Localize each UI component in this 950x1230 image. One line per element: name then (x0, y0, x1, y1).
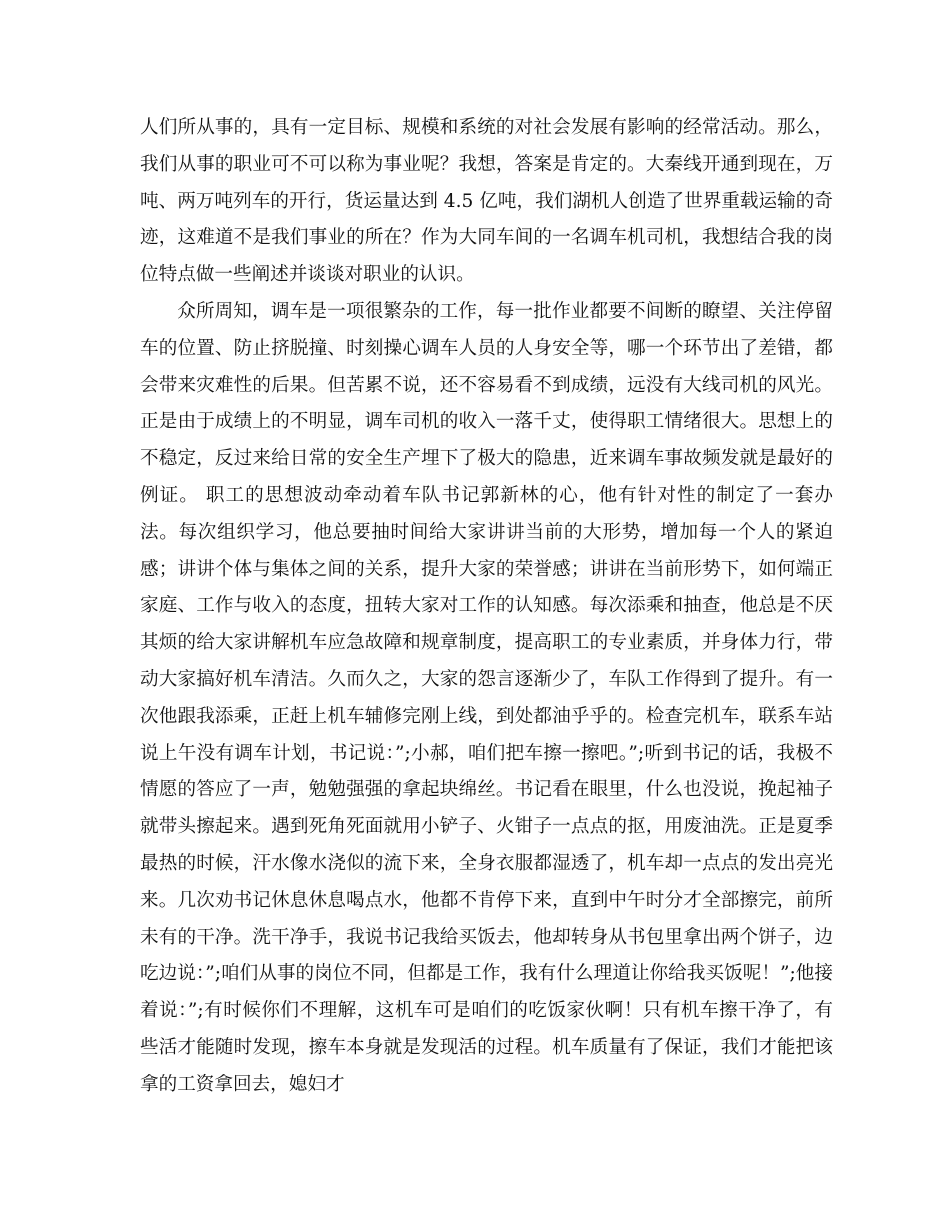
document-body (140, 110, 833, 1104)
paragraph-2: 众所周知，调车是一项很繁杂的工作，每一批作业都要不间断的瞭望、关注停留车的位置、防止挤脱撞、时刻操心调车人员的人身安全等，哪一个环节出了差错，都会带来灾难性的后果。但苦累不说，还不容易看不到成绩，远没有大线司机的风光。正是由于成绩上的不明显，调车司机的收入一落千丈，使得职工情绪很大。思想上的不稳定，反过来给日常的安全生产埋下了极大的隐患，近来调车事故频发就是最好的例证。 职工的思想波动牵动着车队书记郭新林的心，他有针对性的制定了一套办法。每次组织学习，他总要抽时间给大家讲讲当前的大形势，增加每一个人的紧迫感；讲讲个体与集体之间的关系，提升大家的荣誉感；讲讲在当前形势下，如何端正家庭、工作与收入的态度，扭转大家对工作的认知感。每次添乘和抽查，他总是不厌其烦的给大家讲解机车应急故障和规章制度，提高职工的专业素质，并身体力行，带动大家搞好机车清洁。久而久之，大家的怨言逐渐少了，车队工作得到了提升。有一次他跟我添乘，正赶上机车辅修完刚上线，到处都油乎乎的。检查完机车，联系车站说上午没有调车计划，书记说：”;小郝，咱们把车擦一擦吧。”;听到书记的话，我极不情愿的答应了一声，勉勉强强的拿起块绵丝。书记看在眼里，什么也没说，挽起袖子就带头擦起来。遇到死角死面就用小铲子、火钳子一点点的抠，用废油洗。正是夏季最热的时候，汗水像水浇似的流下来，全身衣服都湿透了，机车却一点点的发出亮光来。几次劝书记休息休息喝点水，他都不肯停下来，直到中午时分才全部擦完，前所未有的干净。洗干净手，我说书记我给买饭去，他却转身从书包里拿出两个饼子，边吃边说：”;咱们从事的岗位不同，但都是工作，我有什么理道让你给我买饭呢！”;他接着说：”;有时候你们不理解，这机车可是咱们的吃饭家伙啊！只有机车擦干净了，有些活才能随时发现，擦车本身就是发现活的过程。机车质量有了保证，我们才能把该拿的工资拿回去，媳妇才 (140, 300, 833, 1095)
paragraph-1: 人们所从事的，具有一定目标、规模和系统的对社会发展有影响的经常活动。那么，我们从事的职业可不可以称为事业呢？我想，答案是肯定的。大秦线开通到现在，万吨、两万吨列车的开行，货运量达到 4.5 亿吨，我们湖机人创造了世界重载运输的奇迹，这难道不是我们事业的所在？作为大同车间的一名调车机司机，我想结合我的岗位特点做一些阐述并谈谈对职业的认识。 (140, 117, 833, 286)
